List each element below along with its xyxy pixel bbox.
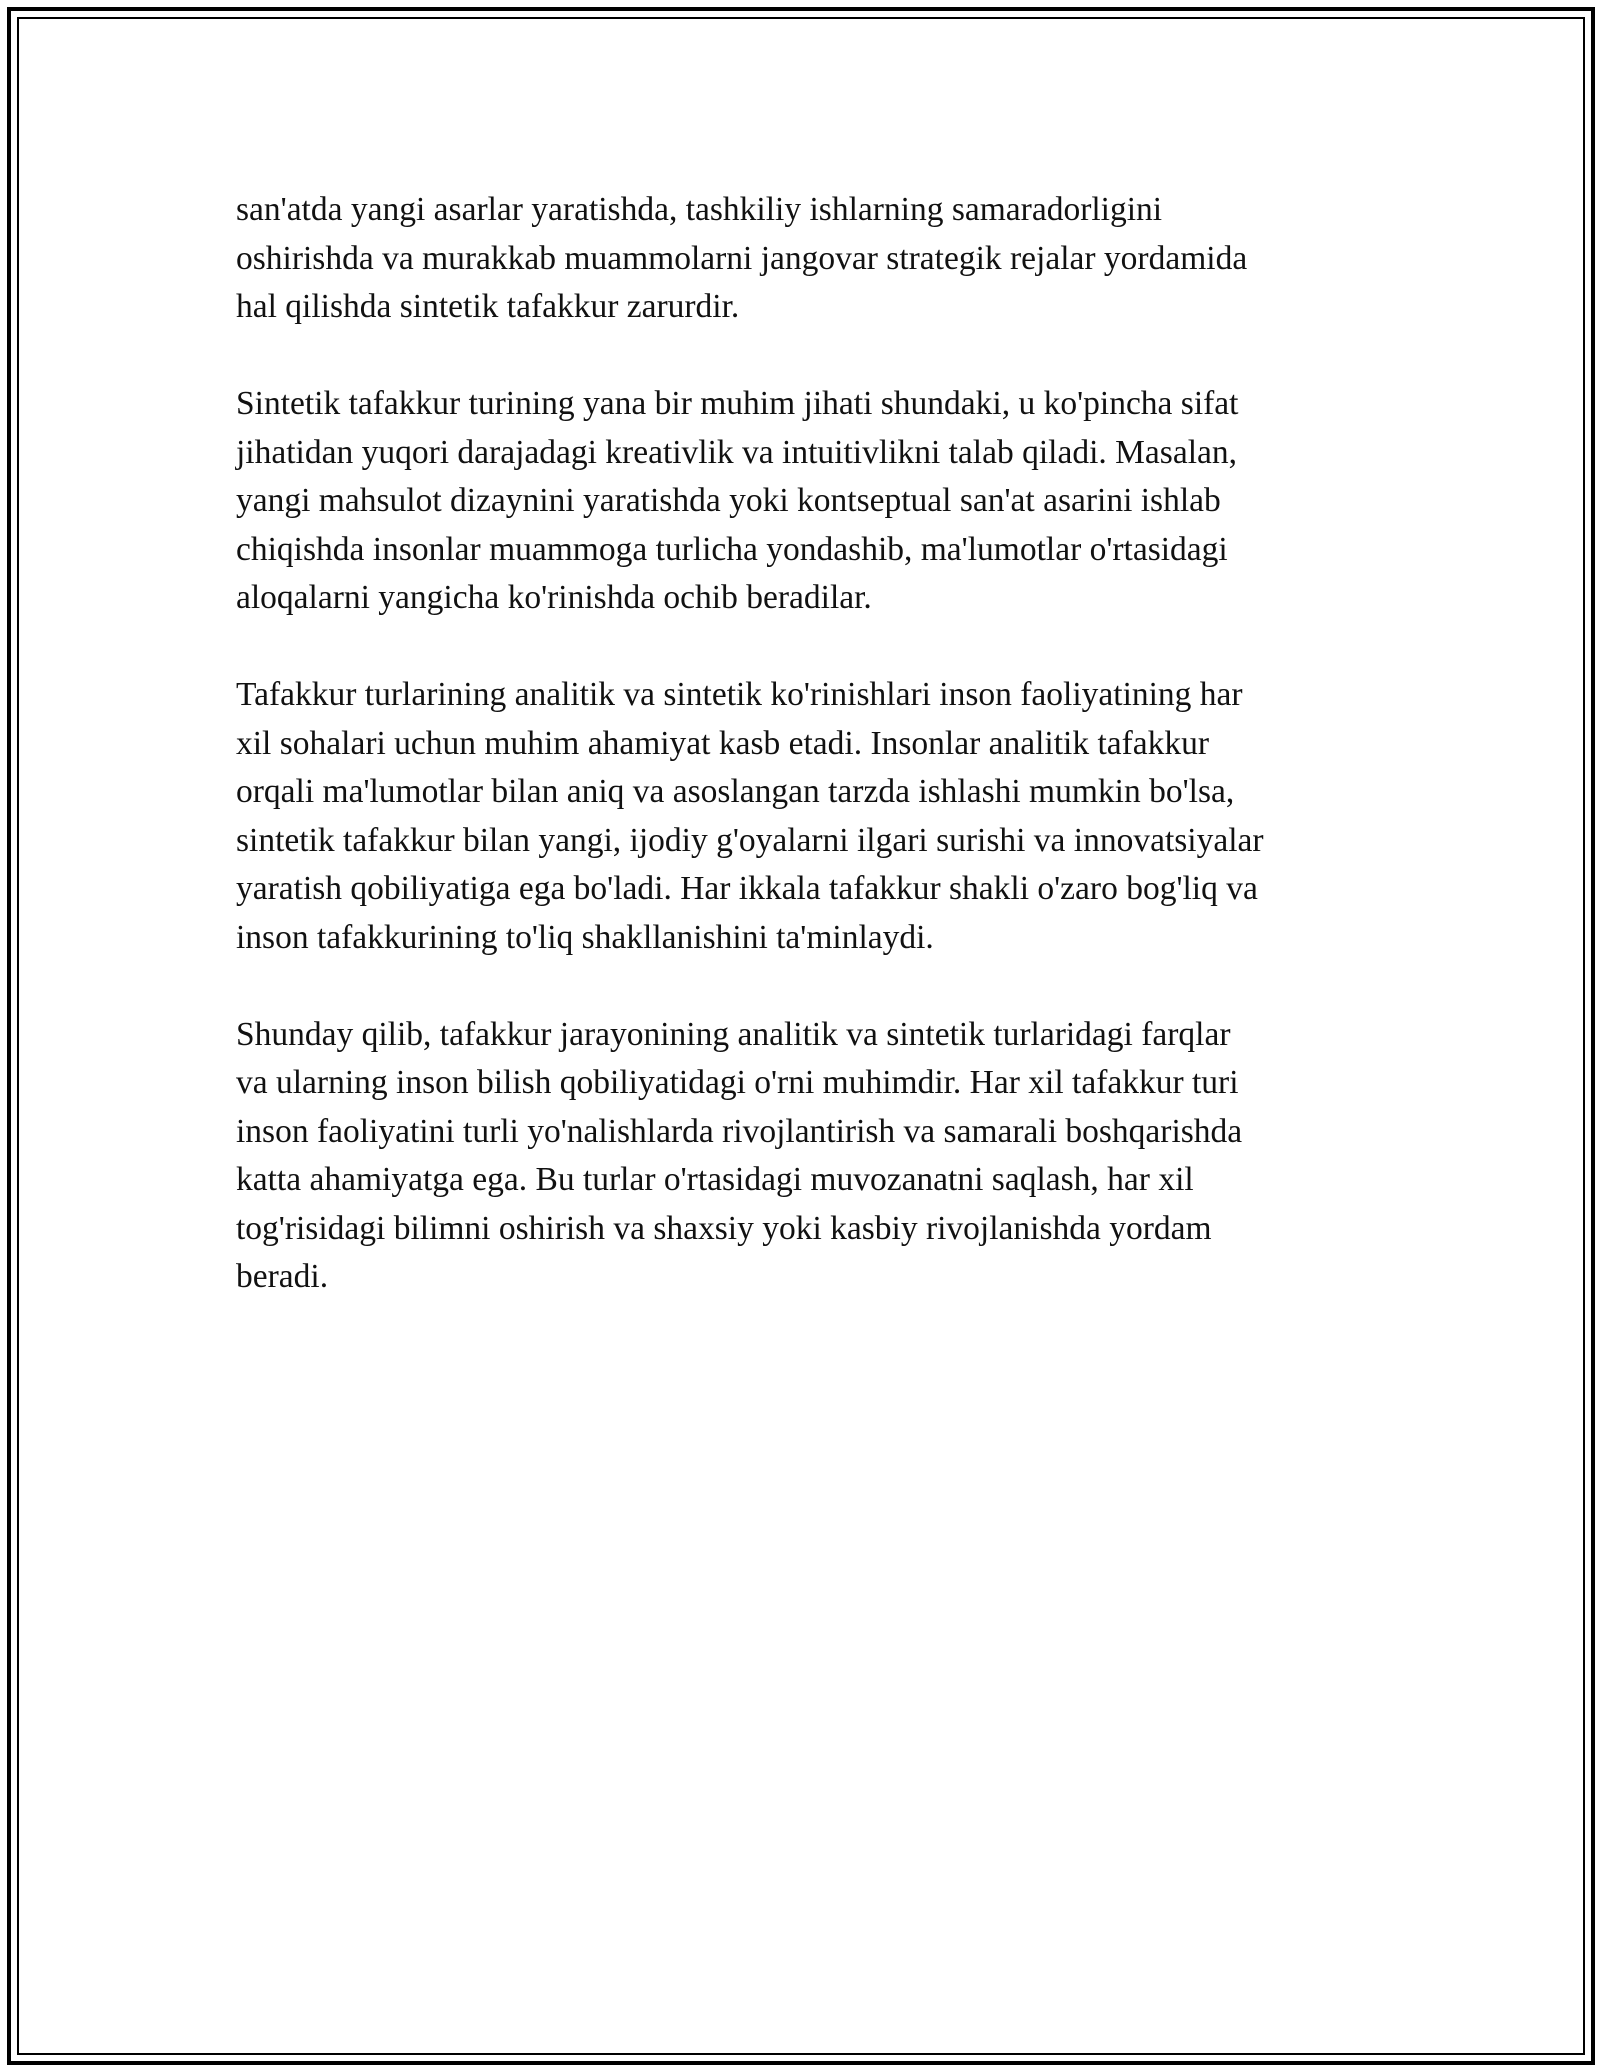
- text-line: hal qilishda sintetik tafakkur zarurdir.: [236, 288, 740, 325]
- text-line: orqali ma'lumotlar bilan aniq va asoslangan tarzda ishlashi mumkin bo'lsa,: [236, 773, 1235, 810]
- text-line: inson tafakkurining to'liq shakllanishini ta'minlaydi.: [236, 918, 934, 956]
- text-line: Tafakkur turlarining analitik va sintetik ko'rinishlari inson faoliyatining har: [236, 676, 1243, 713]
- text-line: sintetik tafakkur bilan yangi, ijodiy g'oyalarni ilgari surishi va innovatsiyalar: [236, 821, 1264, 859]
- text-line: katta ahamiyatga ega. Bu turlar o'rtasidagi muvozanatni saqlash, har xil: [236, 1161, 1194, 1198]
- text-line: va ularning inson bilish qobiliyatidagi o'rni muhimdir. Har xil tafakkur turi: [236, 1064, 1239, 1101]
- paragraph-4: [236, 1011, 1366, 1302]
- text-line: yaratish qobiliyatiga ega bo'ladi. Har ikkala tafakkur shakli o'zaro bog'liq va: [236, 870, 1258, 907]
- text-line: oshirishda va murakkab muammolarni jangovar strategik rejalar yordamida: [236, 239, 1248, 277]
- paragraph-2: [236, 380, 1366, 623]
- text-line: san'atda yangi asarlar yaratishda, tashkiliy ishlarning samaradorligini: [236, 191, 1163, 228]
- text-line: tog'risidagi bilimni oshirish va shaxsiy yoki kasbiy rivojlanishda yordam: [236, 1209, 1212, 1247]
- text-line: yangi mahsulot dizaynini yaratishda yoki kontseptual san'at asarini ishlab: [236, 482, 1221, 519]
- text-line: Shunday qilib, tafakkur jarayonining analitik va sintetik turlaridagi farqlar: [236, 1015, 1231, 1053]
- paragraph-3: [236, 671, 1366, 962]
- text-line: inson faoliyatini turli yo'nalishlarda rivojlantirish va samarali boshqarishda: [236, 1112, 1243, 1150]
- text-line: chiqishda insonlar muammoga turlicha yondashib, ma'lumotlar o'rtasidagi: [236, 530, 1228, 568]
- paragraph-1: [236, 186, 1366, 332]
- text-line: xil sohalari uchun muhim ahamiyat kasb etadi. Insonlar analitik tafakkur: [236, 724, 1210, 762]
- text-line: aloqalarni yangicha ko'rinishda ochib beradilar.: [236, 579, 872, 616]
- text-line: jihatidan yuqori darajadagi kreativlik va intuitivlikni talab qiladi. Masalan,: [236, 433, 1238, 471]
- text-line: Sintetik tafakkur turining yana bir muhim jihati shundaki, u ko'pincha sifat: [236, 385, 1239, 422]
- document-body: [236, 186, 1366, 1350]
- text-line: beradi.: [236, 1258, 329, 1295]
